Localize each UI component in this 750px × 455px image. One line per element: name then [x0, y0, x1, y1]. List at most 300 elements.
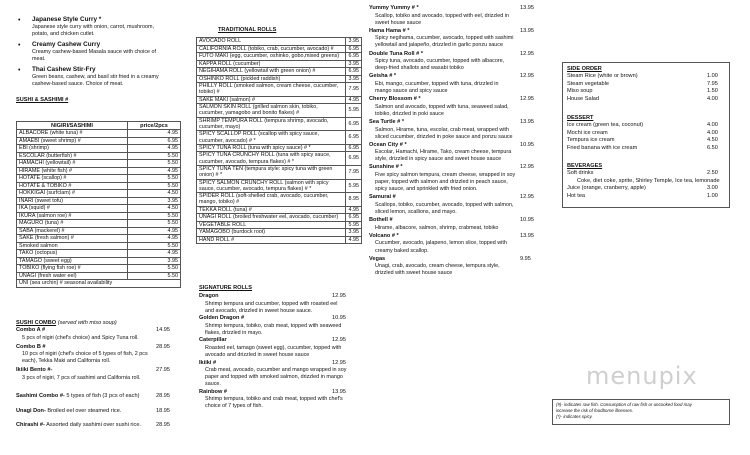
bullet: •: [18, 17, 21, 24]
table-row: [197, 221, 362, 229]
menu-item-header: [369, 142, 543, 150]
item-name-line: SPICY SCALLOP ROLL (scallop with spicy sauce,: [199, 131, 320, 138]
menu-item-desc: Shrimp tempura, tobiko, crab meat, topped with seaweed: [205, 322, 342, 329]
menu-item-name: Caterpillar: [199, 337, 227, 344]
item-name: HAMACHI (yellowtail) #: [17, 160, 128, 168]
menu-item-price: 9.95: [520, 255, 531, 262]
item-name-line: PHILLY ROLL (smoked salmon, cream cheese, cucumber,: [199, 83, 339, 89]
menu-item-header: [369, 28, 543, 36]
item-price: 5.50: [128, 212, 181, 220]
table-row: [197, 38, 362, 46]
menu-item: [369, 217, 543, 232]
item-name: Fried banana with ice cream: [567, 144, 638, 151]
curry-desc: Green beans, cashew, and basil stir fried in a creamy: [32, 74, 159, 80]
item-name-line: KAPPA ROLL (cucumber): [199, 60, 261, 67]
item-name-line: NEGIHAMA ROLL (yellowtail with green onion) #: [199, 68, 316, 75]
table-row: [17, 235, 181, 243]
table-row: [17, 137, 181, 145]
menu-item-price: 13.95: [520, 232, 534, 239]
item-name: SAKE (fresh salmon) #: [17, 235, 128, 243]
item-price: 4.50: [128, 205, 181, 213]
menu-item-price: 12.95: [520, 164, 534, 171]
menu-item-price: 12.95: [332, 337, 346, 344]
menu-item-price: 12.95: [520, 194, 534, 201]
item-price: 4.95: [346, 96, 362, 104]
menu-item: [199, 360, 359, 389]
item-price: 4.95: [128, 130, 181, 138]
item-name: [197, 60, 346, 68]
combo-name: Chirashi #-: [16, 422, 45, 428]
curry-name: Thai Cashew Stir-Fry: [32, 66, 96, 73]
item-name: [197, 229, 346, 237]
curry-desc: potato, and chicken cutlet.: [32, 31, 95, 37]
table-row: [197, 131, 362, 145]
menu-item-name: Hama Hama # *: [369, 27, 410, 34]
table-row: [17, 145, 181, 153]
item-name: Soft drinks: [567, 170, 594, 176]
menu-item-desc: each), Tekka Maki and California roll.: [22, 358, 111, 365]
item-price: 5.95: [346, 104, 362, 118]
item-name: TAMAGO (sweet egg): [17, 257, 128, 265]
sushi-sashimi-heading: SUSHI & SASHIMI #: [16, 97, 69, 103]
item-price: 6.95: [346, 53, 362, 61]
menu-item-name: Double Tuna Roll # *: [369, 50, 423, 57]
table-row: [197, 229, 362, 237]
sushi-combo-heading: SUSHI COMBO: [16, 320, 57, 326]
menu-item-price: 13.95: [332, 388, 346, 395]
curry-desc: Japanese style curry with onion, carrot, mushroom,: [32, 24, 154, 30]
menu-item-header: [16, 344, 186, 352]
menu-item: [369, 142, 543, 164]
menu-item-name: Combo A #: [16, 327, 46, 333]
item-name-line: onion) # *: [199, 172, 223, 179]
menu-item-name: Volcano # *: [369, 232, 399, 239]
table-row: [17, 190, 181, 198]
item-name-line: SHRIMP TEMPURA ROLL (tempura shrimp, avocado,: [199, 117, 329, 124]
menu-item-desc: Ebi, mango, cucumber, topped with tuna, drizzled in: [375, 80, 499, 87]
item-price: 5.50: [128, 265, 181, 273]
table-row: [197, 236, 362, 244]
table-row: [197, 117, 362, 131]
menu-item-header: [16, 327, 186, 335]
item-price: 3.95: [346, 38, 362, 46]
menu-item: [199, 337, 359, 359]
curry-desc: Creamy cashew-based Masala sauce with choice of: [32, 49, 157, 55]
item-name: [197, 179, 346, 193]
item-name-line: SPICY SALMON CRUNCHY ROLL (salmon with spicy: [199, 179, 329, 186]
combo-price: 28.95: [156, 422, 170, 428]
menu-item-price: 13.95: [520, 5, 534, 11]
menu-item-desc: Scallops, tobiko, cucumber, avocado, topped with salmon,: [375, 201, 514, 208]
menu-item-desc: flakes, drizzled in mayo.: [205, 329, 263, 336]
item-name: MAGURO (tuna) #: [17, 220, 128, 228]
side-order-heading: SIDE ORDER: [567, 66, 602, 72]
menu-item-header: [199, 337, 359, 345]
menu-item-desc: choice of 7 types of fish.: [205, 403, 263, 410]
item-name-line: CALIFORNIA ROLL (tobiko, crab, cucumber, avocado) #: [199, 45, 334, 52]
menu-item-header: [369, 96, 543, 104]
notice-line: increase the risk of foodborne illnesses.: [556, 408, 634, 413]
dessert-heading: DESSERT: [567, 115, 594, 121]
item-price: 4.95: [128, 227, 181, 235]
menu-item-desc: 5 pcs of nigiri (chef's choice) and Spicy Tuna roll.: [22, 334, 139, 341]
menu-item-header: [369, 5, 543, 13]
table-row: [17, 257, 181, 265]
menu-item: [369, 5, 543, 27]
menu-item-desc: Spicy tuna, avocado, cucumber, topped with albacore,: [375, 58, 505, 65]
menu-item-header: [199, 360, 359, 368]
item-price: 6.50: [707, 144, 718, 151]
item-name: [197, 83, 346, 97]
menu-item: [369, 119, 543, 141]
menu-item-header: [199, 315, 359, 323]
menu-item: [369, 96, 543, 118]
menu-item-desc: 10 pcs of nigiri (chef's choice of 5 types of fish, 2 pcs: [22, 351, 148, 358]
item-name-line: SPIDER ROLL (soft-shelled crab, avocado, cucumber,: [199, 193, 329, 200]
bullet: •: [18, 67, 21, 74]
menu-item-price: 12.95: [332, 359, 346, 366]
menu-item-name: Bothell #: [369, 217, 393, 224]
menu-item: [199, 389, 359, 411]
combo-desc: Broiled eel over steamed rice.: [45, 407, 122, 414]
menu-item-desc: style, drizzled in spicy sauce and sweet house sauce: [375, 156, 502, 163]
menu-item-name: Rainbow #: [199, 388, 227, 395]
item-price: 1.00: [707, 73, 718, 79]
menu-item-name: Combo B #: [16, 343, 46, 350]
menu-item-price: 12.95: [520, 96, 534, 103]
item-name: [197, 221, 346, 229]
combo-desc: Assorted daily sashimi over sushi rice.: [44, 422, 141, 428]
item-price: 6.95: [128, 137, 181, 145]
table-row: [197, 206, 362, 214]
list-item: [567, 88, 722, 96]
table-row: [17, 197, 181, 205]
item-name-line: sauce, cucumber, avocado, tempura flakes) # *: [199, 185, 312, 192]
item-name-line: HAND ROLL #: [199, 236, 235, 243]
table-row: [17, 227, 181, 235]
allergy-notice: [552, 399, 730, 425]
menu-item-desc: Shrimp tempura and cucumber, topped with roasted eel: [205, 300, 338, 307]
list-item: [567, 193, 726, 201]
table-row: [17, 152, 181, 160]
item-name: TAKO (octopus): [17, 250, 128, 258]
menu-item-price: 12.95: [332, 293, 346, 299]
menu-item-desc: avocado and drizzled in sweet house sauce: [205, 352, 310, 359]
combo-desc: 5 types of fish (3 pcs of each): [64, 393, 140, 399]
table-row: [17, 242, 181, 250]
item-price: 4.95: [128, 235, 181, 243]
item-name-line: VEGETABLE ROLL: [199, 221, 247, 228]
nigiri-table: [16, 121, 181, 288]
menu-item-price: 10.95: [520, 141, 534, 148]
item-price: 6.95: [346, 144, 362, 152]
item-name: [197, 75, 346, 83]
item-name: SABA (mackerel) #: [17, 227, 128, 235]
spacer: [16, 382, 186, 384]
item-name: Tempura ice cream: [567, 137, 615, 144]
item-name: Mochi ice cream: [567, 129, 608, 136]
item-name: HOTATE & TOBIKO #: [17, 182, 128, 190]
combo-name: Sashimi Combo #-: [16, 393, 65, 399]
item-name-line: SPICY TUNA TEN (tempura style: spicy tuna with green: [199, 165, 333, 172]
item-price: 3.95: [346, 229, 362, 237]
menu-item: [369, 164, 543, 193]
menu-item-price: 13.95: [520, 27, 534, 34]
item-price: 6.95: [346, 214, 362, 222]
curry-name: Japanese Style Curry *: [32, 16, 102, 23]
item-name: [197, 68, 346, 76]
item-price: 4.95: [128, 250, 181, 258]
menu-item-desc: Shrimp tempura, tobiko and crab meat, topped with chef's: [205, 396, 343, 403]
item-name-line: SAKE MAKI (salmon) #: [199, 96, 256, 103]
curry-desc: cashew-based sauce. Choice of meat.: [32, 81, 124, 87]
item-name: [197, 214, 346, 222]
item-name: [197, 236, 346, 244]
menu-item-desc: mango sauce and spicy sauce: [375, 88, 448, 95]
bullet: •: [18, 42, 21, 49]
menu-item-header: [369, 256, 543, 264]
beverages-heading: BEVERAGES: [567, 163, 603, 169]
item-name: House Salad: [567, 95, 600, 102]
item-name: HIRAME (white fish) #: [17, 167, 128, 175]
item-name: HOKKIGAI (surfclam) #: [17, 190, 128, 198]
menu-item-desc: tobiko, drizzled in poki sauce: [375, 110, 444, 117]
notice-line: (*)- indicates spicy.: [556, 414, 593, 419]
table-row: [17, 130, 181, 138]
menu-item-name: Samurai #: [369, 194, 396, 201]
item-price: 6.95: [346, 131, 362, 145]
item-name: ESCOLAR (butterfish) #: [17, 152, 128, 160]
table-row: [197, 165, 362, 179]
item-price: 5.50: [128, 175, 181, 183]
item-price: 4.95: [346, 236, 362, 244]
menu-item-desc: Roasted eel, tamago (sweet egg), cucumber, topped with: [205, 344, 342, 351]
list-item: [567, 73, 722, 81]
menu-item-desc: Salmon and avocado, topped with tuna, seaweed salad,: [375, 103, 509, 110]
item-price: 6.95: [346, 152, 362, 166]
item-price: 3.95: [128, 197, 181, 205]
table-row: [17, 212, 181, 220]
item-price: 4.95: [128, 167, 181, 175]
signature-rolls-heading: SIGNATURE ROLLS: [199, 285, 253, 291]
item-price: 5.50: [128, 242, 181, 250]
item-name: INARI (sweet tofu): [17, 197, 128, 205]
item-name: [197, 38, 346, 46]
item-name: Hot tea: [567, 192, 586, 199]
item-price: 2.50: [707, 170, 718, 176]
item-price: 3.00: [707, 185, 718, 192]
menu-item-price: 28.95: [156, 343, 170, 350]
combo-single: [16, 422, 186, 437]
table-row: [197, 75, 362, 83]
item-name: UNI (sea urchin) # seasonal availability: [17, 280, 181, 288]
item-name: IKURA (salmon roe) #: [17, 212, 128, 220]
table-row: [197, 96, 362, 104]
combo-price: 28.95: [156, 393, 170, 399]
item-price: 7.95: [346, 83, 362, 97]
item-name: [197, 104, 346, 118]
menu-item-name: Golden Dragon #: [199, 315, 245, 322]
menu-item-desc: paper, topped with salmon and drizzled in peach sauce,: [375, 179, 508, 186]
menu-item-name: Ocean City # *: [369, 141, 407, 148]
item-price: 5.50: [128, 160, 181, 168]
item-name: [197, 53, 346, 61]
item-name-line: mango, tobiko) #: [199, 199, 240, 206]
table-row: [17, 280, 181, 288]
item-name-line: SPICY TUNA ROLL (tuna with spicy sauce) # *: [199, 144, 311, 151]
menu-item-desc: Spicy negihama, cucumber, avocado, topped with sashimi: [375, 35, 514, 42]
menu-item-desc: Unagi, crab, avocado, cream cheese, tempura style,: [375, 263, 500, 270]
item-price: 4.50: [128, 190, 181, 198]
menu-item-header: [369, 164, 543, 172]
item-name-line: cucumber, yamagobo and bonito flakes) #: [199, 110, 300, 117]
item-name: Steam Rice (white or brown): [567, 73, 638, 79]
menu-item: [369, 233, 543, 255]
table-row: [17, 175, 181, 183]
table-row: [197, 45, 362, 53]
combo-single: [16, 408, 186, 423]
menu-item: [369, 256, 543, 278]
item-price: 5.50: [128, 182, 181, 190]
menu-item-desc: yellowtail and jalapeño, drizzled in garlic ponzu sauce: [375, 42, 503, 49]
table-row: [17, 182, 181, 190]
menu-item-header: [369, 194, 543, 202]
item-price: 4.00: [707, 129, 718, 136]
curries-section: [14, 14, 192, 87]
item-price: 7.95: [346, 165, 362, 179]
menu-item-name: Cherry Blossom # *: [369, 96, 421, 103]
item-name: [197, 165, 346, 179]
menu-item: [16, 344, 186, 366]
table-row: [197, 83, 362, 97]
sides-box: [562, 62, 730, 208]
menu-item: [16, 327, 186, 342]
nigiri-header: NIGIRI/SASHIMI: [17, 122, 128, 130]
menu-item-desc: sauce.: [205, 381, 221, 388]
table-row: [197, 104, 362, 118]
table-row: [17, 160, 181, 168]
menu-item-desc: and avocado, drizzled in sweet house sauce.: [205, 307, 313, 314]
item-name-line: UNAGI ROLL (broiled freshwater eel, avocado, cucumber): [199, 214, 339, 221]
item-price: 4.95: [346, 206, 362, 214]
list-item: [567, 130, 722, 138]
item-name-line: cucumber, avocado) # *: [199, 137, 256, 144]
item-name: HOTATE (scallop) #: [17, 175, 128, 183]
item-name: [197, 131, 346, 145]
item-price: 3.95: [128, 257, 181, 265]
table-row: [17, 205, 181, 213]
item-name-line: SPICY TUNA CRUNCHY ROLL (tuna with spicy sauce,: [199, 152, 331, 159]
menu-item: [369, 28, 543, 50]
menu-item-name: Sea Turtle # *: [369, 118, 405, 125]
list-item: [567, 145, 722, 153]
menu-item-header: [369, 51, 543, 59]
menu-item-price: 12.95: [520, 50, 534, 57]
menu-item: [369, 51, 543, 73]
item-name-line: SALMON SKIN ROLL (grilled salmon skin, tobiko,: [199, 104, 318, 111]
menu-item-header: [199, 293, 359, 301]
table-row: [17, 220, 181, 228]
table-row: [17, 265, 181, 273]
menu-item-name: Geisha # *: [369, 73, 397, 80]
item-price: 7.95: [707, 80, 718, 87]
menu-item: [199, 315, 359, 337]
item-name: [197, 206, 346, 214]
menu-item-desc: Crab meat, avocado, cucumber and mango wrapped in soy: [205, 367, 347, 374]
item-name: [197, 117, 346, 131]
item-price: 5.50: [128, 272, 181, 280]
menu-item-price: 14.95: [156, 327, 170, 333]
menu-item-header: [369, 119, 543, 127]
menu-item-name: Vegas: [369, 255, 386, 262]
item-price: 4.95: [128, 145, 181, 153]
menu-item-desc: Hirame, albacore, salmon, shrimp, crabmeat, tobiko: [375, 224, 499, 231]
item-price: 4.00: [707, 122, 718, 128]
item-name: EBI (shrimp): [17, 145, 128, 153]
table-row: [17, 272, 181, 280]
menu-item-desc: drizzled with sweet house sauce: [375, 270, 453, 277]
combo-price: 18.95: [156, 407, 170, 414]
list-item: [567, 137, 722, 145]
item-name: Ice cream (green tea, coconut): [567, 122, 644, 128]
item-price: 3.95: [346, 60, 362, 68]
menu-item-desc: Five spicy salmon tempura, cream cheese, wrapped in soy: [375, 172, 516, 179]
combo-name: Unagi Don-: [16, 407, 46, 414]
menu-item: [199, 293, 359, 315]
menu-item-desc: sliced cucumber, drizzled in poke sauce and ponzu sauce: [375, 133, 513, 140]
menu-item: [369, 73, 543, 95]
item-name-line: cucumber, avocado, tempura flakes) # *: [199, 158, 294, 165]
table-row: [197, 53, 362, 61]
item-name: AMAEBI (sweet shrimp) #: [17, 137, 128, 145]
item-name-line: tobiko) #: [199, 89, 220, 96]
item-price: 5.95: [346, 221, 362, 229]
traditional-rolls-table: [196, 37, 362, 244]
menu-item-name: Yummy Yummy # *: [369, 5, 419, 11]
item-name: [197, 152, 346, 166]
menu-item-header: [369, 233, 543, 241]
item-name: [197, 193, 346, 207]
list-item: [567, 170, 726, 178]
item-price: 4.00: [707, 95, 718, 102]
item-price: 6.95: [346, 68, 362, 76]
item-price: 5.50: [128, 220, 181, 228]
curry-desc: meat.: [32, 56, 46, 62]
item-name: Miso soup: [567, 88, 593, 95]
menu-item-name: Ikiiki #: [199, 359, 217, 366]
menu-item-name: Dragon: [199, 293, 219, 299]
item-name: TOBIKO (flying fish roe) #: [17, 265, 128, 273]
list-item: [567, 185, 726, 193]
traditional-rolls-heading: TRADITIONAL ROLLS: [218, 27, 277, 33]
menu-item-price: 10.95: [520, 217, 534, 224]
spacer: [369, 277, 543, 278]
menu-item-price: 27.95: [156, 367, 170, 374]
menu-item-desc: Cucumber, avocado, jalapeno, lemon slice, topped with: [375, 240, 507, 247]
item-name: Smoked salmon: [17, 242, 128, 250]
price-header: price/2pcs: [128, 122, 181, 130]
item-name-line: cucumber, mayo): [199, 123, 241, 130]
item-name-line: OSHINKO ROLL (pickled raddish): [199, 75, 281, 82]
menu-item-desc: paper and topped with smoked salmon, drizzled in mango: [205, 374, 343, 381]
menu-item: [16, 367, 186, 382]
menu-item-header: [369, 73, 543, 81]
table-row: [17, 167, 181, 175]
sushi-combo-note: (served with miso soup): [57, 320, 117, 326]
item-price: 3.95: [346, 75, 362, 83]
menu-item-header: [369, 217, 543, 225]
menu-item-name: Ikiiki Bento #-: [16, 367, 53, 374]
